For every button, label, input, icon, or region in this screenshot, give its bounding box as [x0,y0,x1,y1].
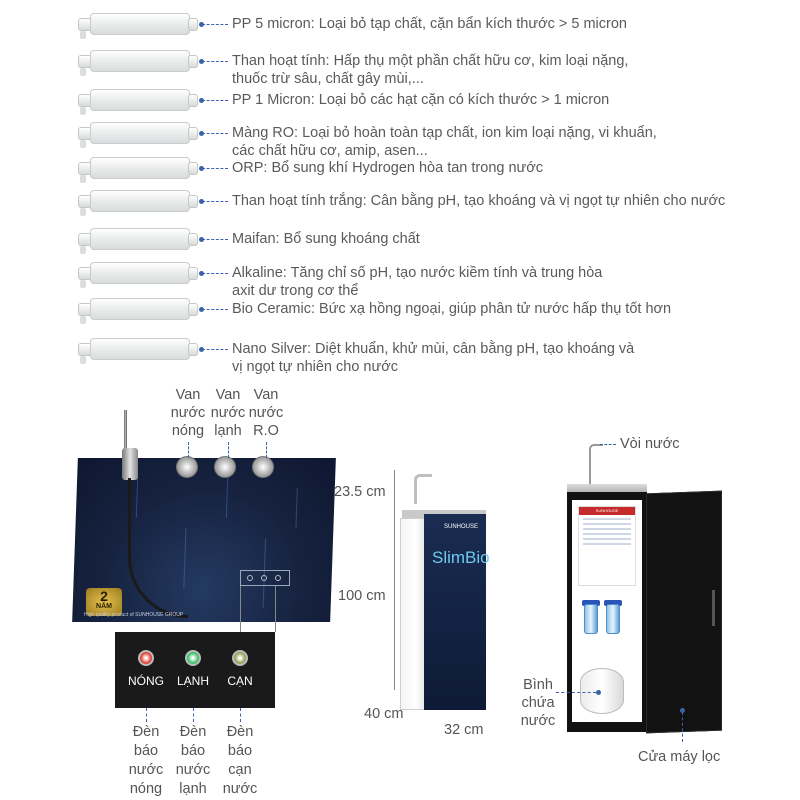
filter-description [232,91,609,109]
filter-cartridge [78,50,200,72]
door-handle[interactable] [712,590,715,626]
led-description-line: nước [175,762,211,778]
poster-header: SUNHOUSE [579,507,635,515]
led-description-line: nóng [129,781,163,797]
mini-led [275,575,281,581]
faucet-label: Vòi nước [620,436,680,452]
water-tank [580,668,624,714]
filter-connector [202,239,228,240]
filter-row-bio-ceramic [0,298,800,338]
filter-cartridge [78,228,200,250]
led-2 [232,650,248,666]
filter-connector [202,349,228,350]
led-pointer [146,708,147,722]
valve-pointer [188,442,189,458]
led-description-line: Đèn [226,724,254,740]
led-description-line: lạnh [179,781,207,797]
hot-valve-knob[interactable] [176,456,198,478]
filter-description [232,52,628,88]
led-description-line: nước [128,762,164,778]
filter-connector [202,100,228,101]
filter-cylinder [584,604,598,634]
filter-connector [202,201,228,202]
filter-row-ro-membrane [0,122,800,162]
callout-dot [596,690,601,695]
filter-description [232,15,627,33]
led-description-line: báo [227,743,253,759]
dim-line-top [394,470,395,514]
filter-description-line: PP 1 Micron: Loại bỏ các hạt cặn có kích thước > 1 micron [232,92,610,108]
door-label: Cửa máy lọc [638,749,721,765]
filter-connector [202,61,228,62]
led-description-line: Đèn [132,724,160,740]
filter-description-line: Nano Silver: Diệt khuẩn, khử mùi, cân bằng pH, tạo khoáng và [232,341,635,357]
callout-line [682,712,683,742]
filter-description-line: thuốc trừ sâu, chất gây mùi,... [232,71,424,87]
unit-brand: SUNHOUSE [444,524,479,530]
filter-row-white-carbon [0,190,800,230]
indicator-zoom-box [115,632,275,708]
valve-label [241,386,291,440]
filter-connector [202,24,228,25]
filter-connector [202,133,228,134]
dim-depth: 40 cm [364,706,404,722]
led-description-line: nước [222,781,258,797]
led-description [121,723,171,799]
led-description [215,723,265,799]
filter-cartridge [78,13,200,35]
filter-cylinder [606,604,620,634]
led-pointer [193,708,194,722]
indicator-panel [240,570,290,586]
valve-label-line: R.O [253,423,279,439]
led-1 [185,650,201,666]
cold-valve-knob[interactable] [214,456,236,478]
cabinet-faucet [589,444,603,484]
valve-label-line: Van [175,387,201,403]
led-0 [138,650,154,666]
valve-label-line: nước [170,405,206,421]
filter-cartridge [78,122,200,144]
filter-row-nano-silver [0,338,800,378]
led-label: LẠNH [176,674,209,688]
unit-model: SlimBio [432,548,490,567]
filter-description [232,159,543,177]
filter-description-line: Than hoạt tính trắng: Cân bằng pH, tạo khoáng và vị ngọt tự nhiên cho nước [232,193,726,209]
valve-label-line: Van [253,387,279,403]
led-description [168,723,218,799]
led-pointer [240,708,241,722]
warranty-years: 2 [100,588,108,604]
filter-description [232,340,634,376]
filter-description [232,264,602,300]
led-description-line: báo [133,743,159,759]
unit-side [400,518,426,710]
mini-led [261,575,267,581]
filter-description-line: axit dư trong cơ thể [232,283,359,299]
filter-description-line: Bio Ceramic: Bức xạ hồng ngoại, giúp phân tử nước hấp thụ tốt hơn [232,301,672,317]
led-description-line: Đèn [179,724,207,740]
filter-connector [202,309,228,310]
led-description-line: báo [180,743,206,759]
filter-row-alkaline [0,262,800,302]
filter-description-line: Maifan: Bổ sung khoáng chất [232,231,420,247]
filter-description-line: các chất hữu cơ, amip, asen... [232,143,428,159]
light-streak [295,488,297,528]
unit-front [424,514,486,710]
valve-label-line: nóng [171,423,205,439]
valve-pointer [266,442,267,458]
led-description-line: cạn [228,762,252,778]
tank-label: Bình chứa nước [520,677,556,729]
filter-cartridge [78,89,200,111]
filter-cartridge [78,262,200,284]
dim-top: 23.5 cm [334,484,386,500]
unit-faucet [414,474,432,504]
ro-valve-knob[interactable] [252,456,274,478]
filter-row-activated-carbon [0,50,800,90]
callout-line [600,444,616,445]
zoom-connector [240,586,241,632]
valve-label-line: nước [210,405,246,421]
filter-description [232,124,657,160]
mini-led [247,575,253,581]
filter-description-line: PP 5 micron: Loại bỏ tạp chất, cặn bẩn kích thước > 5 micron [232,16,627,32]
filter-cartridge [78,298,200,320]
cabinet-door[interactable] [646,491,722,734]
filter-cartridge [78,190,200,212]
led-label: NÓNG [128,674,164,688]
callout-line [556,692,596,693]
filter-description-line: Màng RO: Loại bỏ hoàn toàn tạp chất, ion kim loại nặng, vi khuẩn, [232,125,657,141]
valve-label-line: Van [215,387,241,403]
filter-description [232,230,420,248]
filter-description-line: Alkaline: Tăng chỉ số pH, tạo nước kiềm tính và trung hòa [232,265,603,281]
faucet-base [122,448,138,480]
filter-connector [202,273,228,274]
valve-pointer [228,442,229,458]
callout-dot [680,708,685,713]
dim-height: 100 cm [338,588,386,604]
valve-label-line: nước [248,405,284,421]
filter-description-line: vị ngọt tự nhiên cho nước [232,359,398,375]
filter-row-pp5 [0,13,800,53]
dim-line-height [394,514,395,690]
filter-cartridge [78,338,200,360]
filter-description [232,300,671,318]
filter-connector [202,168,228,169]
panel-footer: High quality product of SUNHOUSE GROUP [84,612,184,618]
led-label: CẠN [227,674,253,688]
filter-description-line: Than hoạt tính: Hấp thụ một phần chất hữu cơ, kim loại nặng, [232,53,629,69]
valve-label-line: lạnh [214,423,242,439]
cabinet-poster [578,506,636,586]
filter-description-line: ORP: Bổ sung khí Hydrogen hòa tan trong nước [232,160,543,176]
warranty-unit: NĂM [96,603,112,610]
filter-description [232,192,725,210]
zoom-connector [275,586,276,632]
purifier-unit [400,514,486,710]
filter-cartridge [78,157,200,179]
dim-width: 32 cm [444,722,484,738]
